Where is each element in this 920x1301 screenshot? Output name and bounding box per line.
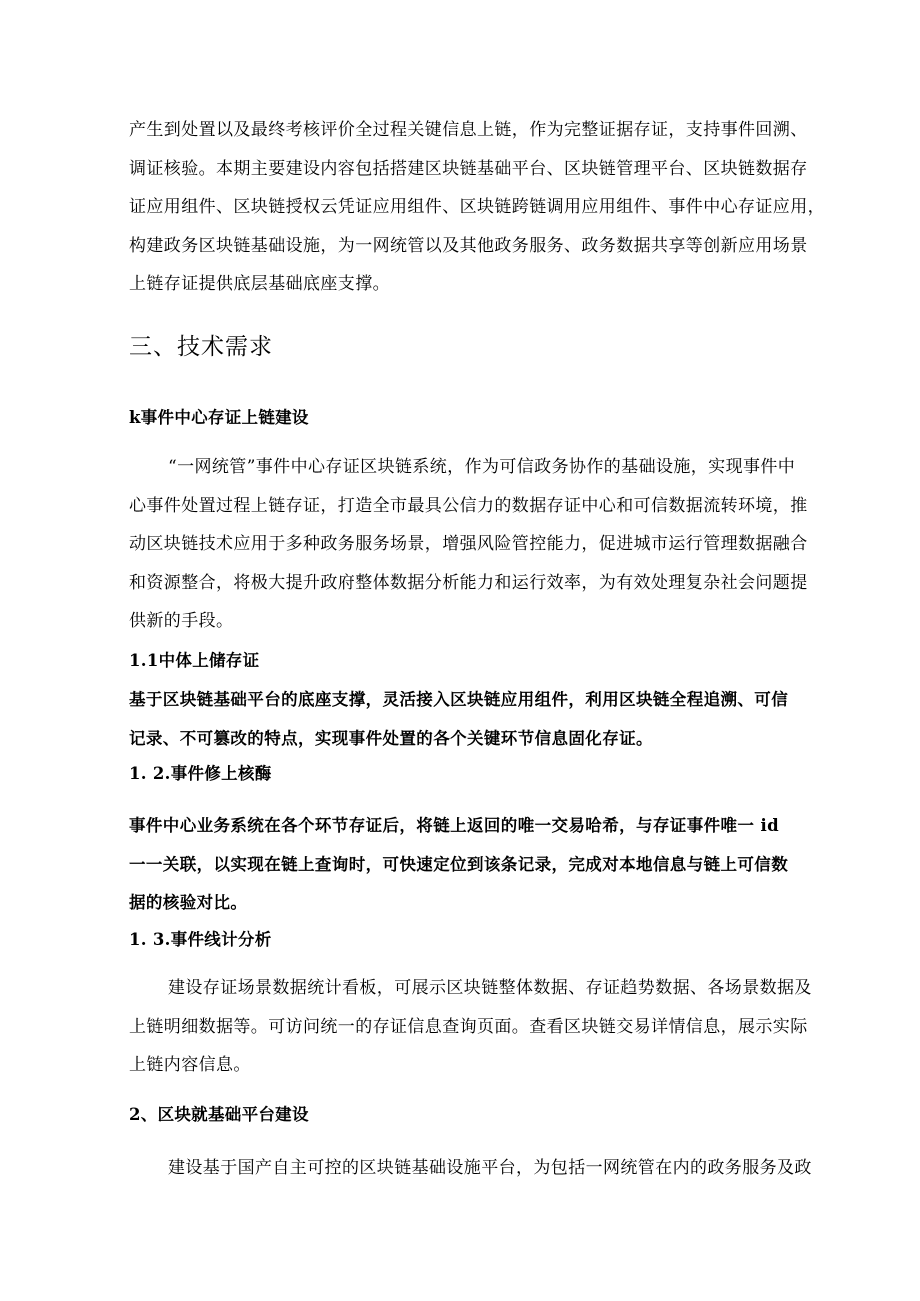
text-line: 据的核验对比。 bbox=[129, 893, 248, 912]
text-line: 建设基于国产自主可控的区块链基础设施平台，为包括一网统管在内的政务服务及政 bbox=[168, 1158, 812, 1178]
text-line: 调证核验。本期主要建设内容包括搭建区块链基础平台、区块链管理平台、区块链数据存 bbox=[129, 158, 808, 179]
text-line: “一网统管”事件中心存证区块链系统，作为可信政务协作的基础设施，实现事件中 bbox=[168, 457, 796, 477]
text-line: 上链明细数据等。可访问统一的存证信息查询页面。查看区块链交易详情信息，展示实际 bbox=[129, 1016, 808, 1037]
text-line: 事件中心业务系统在各个环节存证后，将链上返回的唯一交易哈希，与存证事件唯一 id bbox=[129, 816, 780, 835]
subsection-heading-1-2: 1. 2.事件修上核酶 bbox=[129, 764, 272, 783]
text-line: 记录、不可篡改的特点，实现事件处置的各个关键环节信息固化存证。 bbox=[129, 728, 653, 748]
subsection-heading-2: 2、区块就基础平台建设 bbox=[129, 1105, 309, 1124]
paragraph-k bbox=[129, 448, 808, 641]
text-line: 证应用组件、区块链授权云凭证应用组件、区块链跨链调用应用组件、事件中心存证应用， bbox=[129, 197, 825, 217]
paragraph-1-2 bbox=[129, 807, 801, 923]
text-line: 和资源整合，将极大提升政府整体数据分析能力和运行效率，为有效处理复杂社会问题提 bbox=[129, 572, 808, 593]
text-line: 上链存证提供底层基础底座支撑。 bbox=[129, 274, 390, 294]
section-heading: 三、技术需求 bbox=[129, 334, 273, 360]
text-line: 心事件处置过程上链存证，打造全市最具公信力的数据存证中心和可信数据流转环境，推 bbox=[129, 495, 808, 516]
text-line: 一一关联，以实现在链上查询时，可快速定位到该条记录，完成对本地信息与链上可信数 bbox=[129, 854, 789, 874]
subsection-heading-k: k事件中心存证上链建设 bbox=[129, 408, 309, 427]
paragraph-1-1 bbox=[129, 681, 801, 758]
text-line: 基于区块链基础平台的底座支撑，灵活接入区块链应用组件，利用区块链全程追溯、可信 bbox=[129, 690, 789, 709]
text-line: 供新的手段。 bbox=[129, 611, 234, 631]
text-line: 构建政务区块链基础设施，为一网统管以及其他政务服务、政务数据共享等创新应用场景 bbox=[129, 235, 808, 256]
paragraph-1-3 bbox=[129, 969, 812, 1085]
intro-paragraph bbox=[129, 111, 825, 304]
subsection-heading-1-3: 1. 3.事件线计分析 bbox=[129, 930, 272, 949]
subsection-heading-1-1: 1.1中体上储存证 bbox=[129, 651, 260, 670]
text-line: 产生到处置以及最终考核评价全过程关键信息上链，作为完整证据存证，支持事件回溯、 bbox=[129, 120, 808, 140]
text-line: 动区块链技术应用于多种政务服务场景，增强风险管控能力，促进城市运行管理数据融合 bbox=[129, 534, 808, 554]
text-line: 建设存证场景数据统计看板，可展示区块链整体数据、存证趋势数据、各场景数据及 bbox=[168, 978, 812, 998]
text-line: 上链内容信息。 bbox=[129, 1055, 251, 1075]
paragraph-2 bbox=[129, 1149, 812, 1188]
